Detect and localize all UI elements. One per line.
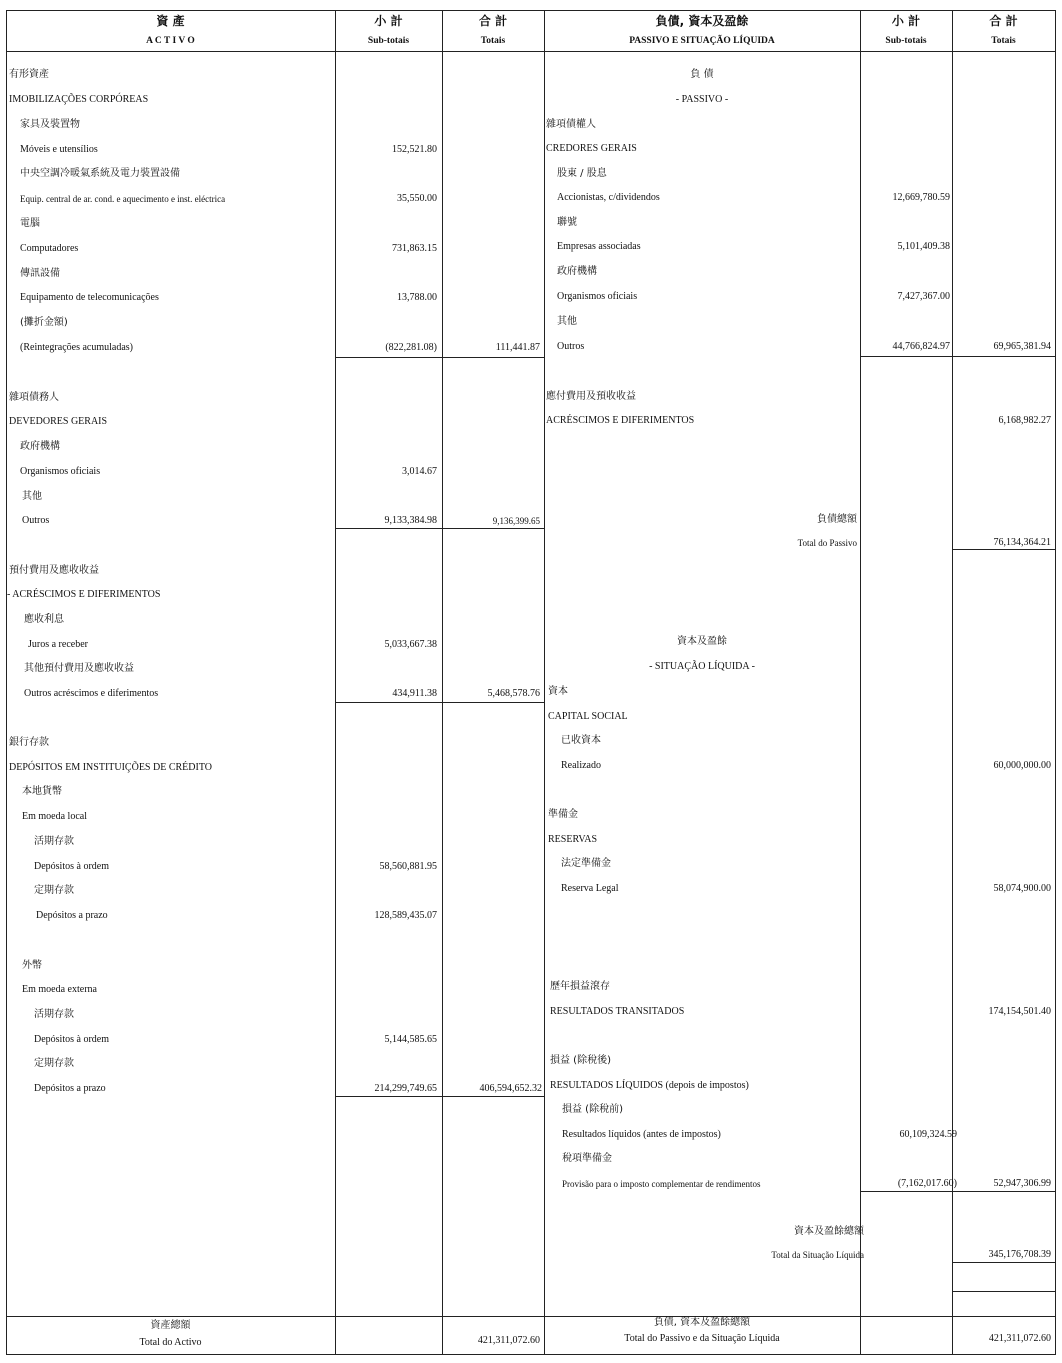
- debtors-gov-pt: Organismos oficiais: [20, 466, 101, 477]
- header-activo-pt: A C T I V O: [146, 36, 195, 46]
- debtors-pt: DEVEDORES GERAIS: [9, 416, 108, 427]
- rule-sub-equity-b: [952, 1291, 1056, 1292]
- header-subtotais2-pt: Sub-totais: [885, 36, 927, 46]
- accruals-zh: 預付費用及應收收益: [9, 565, 99, 576]
- interest-zh: 應收利息: [24, 614, 64, 625]
- foreign-zh: 外幣: [22, 960, 42, 971]
- foreign-term-zh: 定期存款: [34, 1058, 74, 1069]
- rule-activo-col: [335, 10, 336, 1355]
- legal-val: 58,074,900.00: [993, 883, 1051, 894]
- rule-total-activo: [6, 1316, 1056, 1317]
- rule-left-edge: [6, 10, 7, 1355]
- paid-pt: Realizado: [561, 760, 601, 771]
- net-pt: RESULTADOS LÍQUIDOS (depois de impostos): [550, 1080, 749, 1091]
- activo-total-pt: Total do Activo: [139, 1337, 202, 1348]
- rule-sub-liab-total: [952, 549, 1056, 550]
- shareholders-val: 12,669,780.59: [892, 192, 950, 203]
- liab-total-val: 76,134,364.21: [993, 537, 1051, 548]
- debtors-others-zh: 其他: [22, 491, 42, 502]
- passivo-accruals-total: 6,168,982.27: [998, 415, 1051, 426]
- passivo-total-zh: 負債, 資本及盈餘總額: [653, 1317, 751, 1328]
- interest-pt: Juros a receber: [28, 639, 88, 650]
- local-term-val: 128,589,435.07: [374, 910, 437, 921]
- retained-val: 174,154,501.40: [988, 1006, 1051, 1017]
- liab-total-pt: Total do Passivo: [797, 538, 857, 548]
- capital-zh: 資本: [548, 686, 568, 697]
- rule-sub-debtors: [335, 528, 544, 529]
- header-passivo-zh: 負債, 資本及盈餘: [655, 14, 749, 28]
- foreign-demand-zh: 活期存款: [34, 1009, 74, 1020]
- net-zh: 損益 (除稅後): [550, 1055, 611, 1066]
- assoc-pt: Empresas associadas: [557, 241, 641, 252]
- rule-right-edge: [1055, 10, 1056, 1355]
- rule-sub-bank: [335, 1096, 544, 1097]
- header-passivo-pt: PASSIVO E SITUAÇÃO LÍQUIDA: [629, 36, 775, 46]
- header-totais2-zh: 合 計: [989, 14, 1018, 28]
- furniture-val: 152,521.80: [392, 144, 437, 155]
- legal-pt: Reserva Legal: [561, 883, 619, 894]
- rule-sub-creditors: [860, 356, 1056, 357]
- interest-val: 5,033,667.38: [384, 639, 437, 650]
- rule-activo-tot: [544, 10, 545, 1355]
- retained-zh: 歷年損益滾存: [550, 981, 610, 992]
- tax-val: (7,162,017.60): [897, 1178, 957, 1189]
- header-subtotais-pt: Sub-totais: [367, 36, 410, 46]
- capital-pt: CAPITAL SOCIAL: [548, 711, 628, 722]
- activo-total-val: 421,311,072.60: [477, 1335, 540, 1346]
- header-subtotais-zh: 小 計: [374, 14, 403, 28]
- header-totais2-pt: Totais: [991, 36, 1016, 46]
- furniture-pt: Móveis e utensílios: [20, 144, 98, 155]
- debtors-zh: 雜項債務人: [9, 392, 59, 403]
- passivo-total-val: 421,311,072.60: [988, 1333, 1051, 1344]
- foreign-term-val: 214,299,749.65: [374, 1083, 437, 1094]
- aircon-val: 35,550.00: [397, 193, 437, 204]
- activo-total-zh: 資產總額: [150, 1320, 191, 1331]
- debtors-gov-val: 3,014.67: [402, 466, 437, 477]
- pretax-zh: 損益 (除稅前): [562, 1104, 623, 1115]
- bank-zh: 銀行存款: [9, 737, 49, 748]
- foreign-demand-pt: Depósitos à ordem: [34, 1034, 109, 1045]
- local-demand-val: 58,560,881.95: [379, 861, 437, 872]
- retained-pt: RESULTADOS TRANSITADOS: [550, 1006, 685, 1017]
- computers-pt: Computadores: [20, 243, 79, 254]
- local-demand-pt: Depósitos à ordem: [34, 861, 109, 872]
- creditors-pt: CREDORES GERAIS: [546, 143, 637, 154]
- reserves-zh: 準備金: [548, 809, 578, 820]
- rule-passivo-sub: [952, 10, 953, 1355]
- creditors-zh: 雜項債權人: [546, 119, 596, 130]
- paid-val: 60,000,000.00: [993, 760, 1051, 771]
- assoc-zh: 聯號: [557, 217, 577, 228]
- rule-bottom: [6, 1354, 1056, 1355]
- liab-zh: 負 債: [690, 69, 714, 80]
- creditors-others-zh: 其他: [557, 316, 577, 327]
- creditors-gov-val: 7,427,367.00: [897, 291, 950, 302]
- header-totais-zh: 合 計: [478, 14, 508, 28]
- equity-total-zh: 資本及盈餘總額: [794, 1226, 864, 1237]
- shareholders-zh: 股東 / 股息: [557, 168, 607, 179]
- rule-sub-equity-a: [952, 1262, 1056, 1263]
- telecom-zh: 傳訊設備: [20, 268, 60, 279]
- rule-top: [6, 10, 1056, 11]
- creditors-gov-zh: 政府機構: [557, 266, 597, 277]
- rule-sub-net: [860, 1191, 1056, 1192]
- header-activo-zh: 資 產: [156, 14, 185, 28]
- foreign-term-pt: Depósitos a prazo: [34, 1083, 106, 1094]
- shareholders-pt: Accionistas, c/dividendos: [557, 192, 660, 203]
- creditors-total: 69,965,381.94: [993, 341, 1051, 352]
- equity-total-pt: Total da Situação Líquida: [771, 1250, 864, 1260]
- tax-pt: Provisão para o imposto complementar de rendimentos: [562, 1179, 761, 1189]
- header-subtotais2-zh: 小 計: [891, 14, 921, 28]
- equity-pt: - SITUAÇÃO LÍQUIDA -: [649, 661, 755, 672]
- header-totais-pt: Totais: [480, 36, 506, 46]
- paid-zh: 已收資本: [561, 735, 601, 746]
- computers-val: 731,863.15: [392, 243, 437, 254]
- passivo-accruals-zh: 應付費用及預收收益: [546, 391, 636, 402]
- local-zh: 本地貨幣: [22, 786, 62, 797]
- rule-activo-sub: [442, 10, 443, 1355]
- reserves-pt: RESERVAS: [548, 834, 598, 845]
- local-pt: Em moeda local: [22, 811, 87, 822]
- aircon-zh: 中央空調冷暖氣系統及電力裝置設備: [20, 168, 180, 179]
- rule-sub-accruals: [335, 702, 544, 703]
- passivo-total-pt: Total do Passivo e da Situação Líquida: [624, 1333, 780, 1344]
- other-accr-zh: 其他預付費用及應收收益: [24, 663, 134, 674]
- creditors-others-pt: Outros: [557, 341, 585, 352]
- deprec-val: (822,281.08): [385, 342, 437, 353]
- assoc-val: 5,101,409.38: [897, 241, 950, 252]
- foreign-demand-val: 5,144,585.65: [384, 1034, 437, 1045]
- other-accr-pt: Outros acréscimos e diferimentos: [24, 688, 159, 699]
- pretax-pt: Resultados líquidos (antes de impostos): [562, 1129, 721, 1140]
- local-term-pt: Depósitos a prazo: [36, 910, 108, 921]
- tangible-zh: 有形資產: [9, 69, 49, 80]
- tangible-pt: IMOBILIZAÇÕES CORPÓREAS: [9, 94, 149, 105]
- deprec-zh: (攤折金額): [20, 317, 68, 328]
- pretax-val: 60,109,324.59: [899, 1129, 957, 1140]
- creditors-others-val: 44,766,824.97: [892, 341, 950, 352]
- debtors-gov-zh: 政府機構: [20, 441, 60, 452]
- deprec-pt: (Reintegrações acumuladas): [20, 342, 134, 353]
- debtors-total: 9,136,399.65: [492, 516, 540, 526]
- net-total: 52,947,306.99: [993, 1178, 1051, 1189]
- accruals-total: 5,468,578.76: [487, 688, 540, 699]
- debtors-others-val: 9,133,384.98: [384, 515, 437, 526]
- local-demand-zh: 活期存款: [34, 836, 74, 847]
- aircon-pt: Equip. central de ar. cond. e aquecimento e inst. eléctrica: [20, 194, 226, 204]
- bank-total: 406,594,652.32: [479, 1083, 542, 1094]
- telecom-pt: Equipamento de telecomunicações: [20, 292, 159, 303]
- debtors-others-pt: Outros: [22, 515, 50, 526]
- other-accr-val: 434,911.38: [392, 688, 437, 699]
- passivo-accruals-pt: ACRÉSCIMOS E DIFERIMENTOS: [546, 415, 695, 426]
- legal-zh: 法定準備金: [561, 858, 611, 869]
- local-term-zh: 定期存款: [34, 885, 74, 896]
- bank-pt: DEPÓSITOS EM INSTITUIÇÕES DE CRÉDITO: [9, 762, 212, 773]
- rule-sub-tangible: [335, 357, 544, 358]
- tangible-total: 111,441.87: [495, 342, 540, 353]
- equity-total-val: 345,176,708.39: [988, 1249, 1051, 1260]
- furniture-zh: 家具及裝置物: [20, 119, 80, 130]
- creditors-gov-pt: Organismos oficiais: [557, 291, 638, 302]
- telecom-val: 13,788.00: [397, 292, 437, 303]
- rule-header-bottom: [6, 51, 1056, 52]
- accruals-pt: - ACRÉSCIMOS E DIFERIMENTOS: [7, 589, 161, 600]
- foreign-pt: Em moeda externa: [22, 984, 97, 995]
- rule-passivo-col: [860, 10, 861, 1355]
- liab-total-zh: 負債總額: [817, 514, 857, 525]
- tax-zh: 稅項準備金: [562, 1153, 612, 1164]
- equity-zh: 資本及盈餘: [677, 636, 727, 647]
- computers-zh: 電腦: [20, 218, 40, 229]
- liab-pt: - PASSIVO -: [675, 94, 729, 105]
